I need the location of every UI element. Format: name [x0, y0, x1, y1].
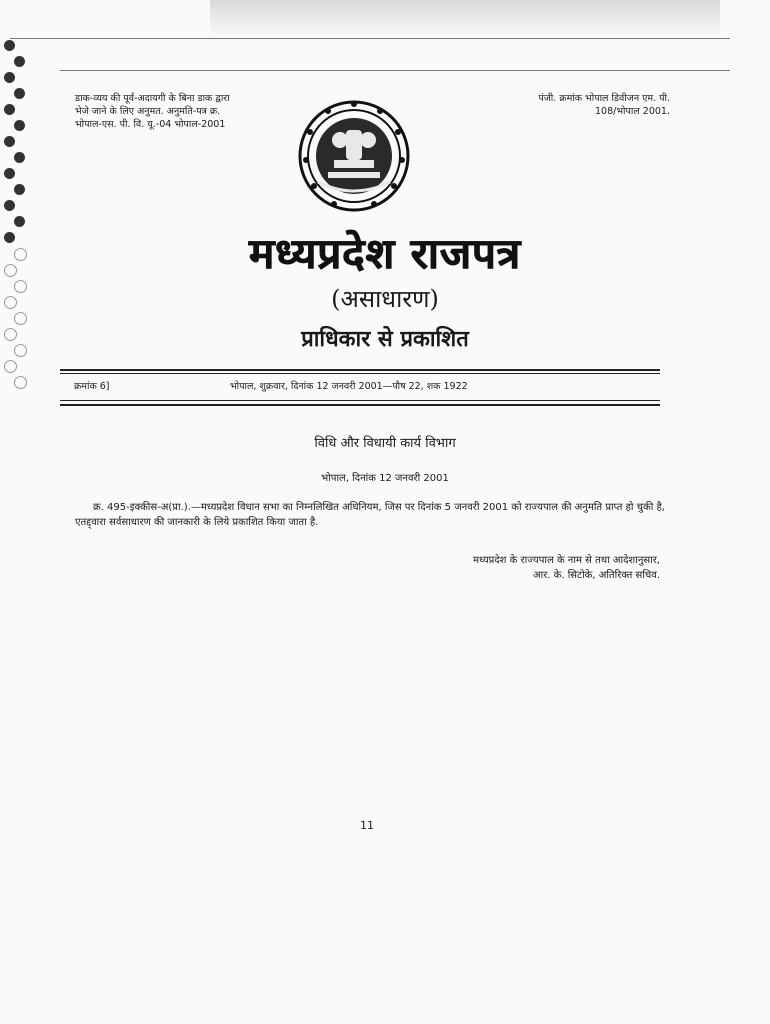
binding-hole — [14, 120, 25, 131]
postage-note: डाक-व्यय की पूर्व-अदायगी के बिना डाक द्वारा भेजे जाने के लिए अनुमत. अनुमति-पत्र क्र. भोपाल-एस. पी. वि. यू.-04 भोपाल-2001 — [75, 93, 230, 130]
binding-hole — [14, 152, 25, 163]
signatory: आर. के. सिटोके, अतिरिक्त सचिव. — [532, 570, 660, 581]
notice-place-date: भोपाल, दिनांक 12 जनवरी 2001 — [321, 473, 449, 484]
issue-rule-bottom — [60, 400, 660, 401]
scan-shadow — [210, 0, 720, 36]
issue-rule-bottom-thick — [60, 404, 660, 406]
binding-hole — [4, 360, 17, 373]
binding-hole — [4, 200, 15, 211]
issue-date-line: भोपाल, शुक्रवार, दिनांक 12 जनवरी 2001—पौष 22, शक 1922 — [230, 381, 468, 392]
binding-hole — [14, 88, 25, 99]
binding-hole — [4, 104, 15, 115]
signature-block — [473, 553, 660, 583]
state-emblem-icon — [298, 96, 410, 216]
department-heading: विधि और विधायी कार्य विभाग — [314, 436, 456, 451]
gazette-subtitle: (असाधारण) — [331, 285, 439, 313]
order-line: मध्यप्रदेश के राज्यपाल के नाम से तथा आदेशानुसार, — [473, 555, 660, 566]
published-by-authority: प्राधिकार से प्रकाशित — [301, 326, 469, 352]
binding-hole — [4, 40, 15, 51]
page-number: 11 — [360, 819, 374, 832]
issue-number: क्रमांक 6] — [74, 381, 110, 392]
issue-rule-top-thin — [60, 373, 660, 374]
gazette-title: मध्यप्रदेश राजपत्र — [249, 229, 521, 278]
binding-holes — [0, 40, 52, 1020]
registration-note: पंजी. क्रमांक भोपाल डिवीजन एम. पी. 108/भोपाल 2001. — [538, 93, 670, 117]
binding-hole — [4, 168, 15, 179]
top-scan-line — [10, 38, 730, 39]
notice-body: क्र. 495-इक्कीस-अ(प्रा.).—मध्यप्रदेश विधान सभा का निम्नलिखित अधिनियम, जिस पर दिनांक 5 जनवरी 2001 को राज्यपाल की अनुमति प्राप्त हो चुकी है, एतद्द्वारा सर्वसाधारण की जानकारी के लिये प्रकाशित किया जाता है. — [75, 502, 665, 528]
issue-rule-top — [60, 369, 660, 371]
binding-hole — [4, 136, 15, 147]
binding-hole — [14, 184, 25, 195]
binding-hole — [14, 376, 27, 389]
top-rule — [60, 70, 730, 71]
binding-hole — [14, 56, 25, 67]
binding-hole — [4, 72, 15, 83]
